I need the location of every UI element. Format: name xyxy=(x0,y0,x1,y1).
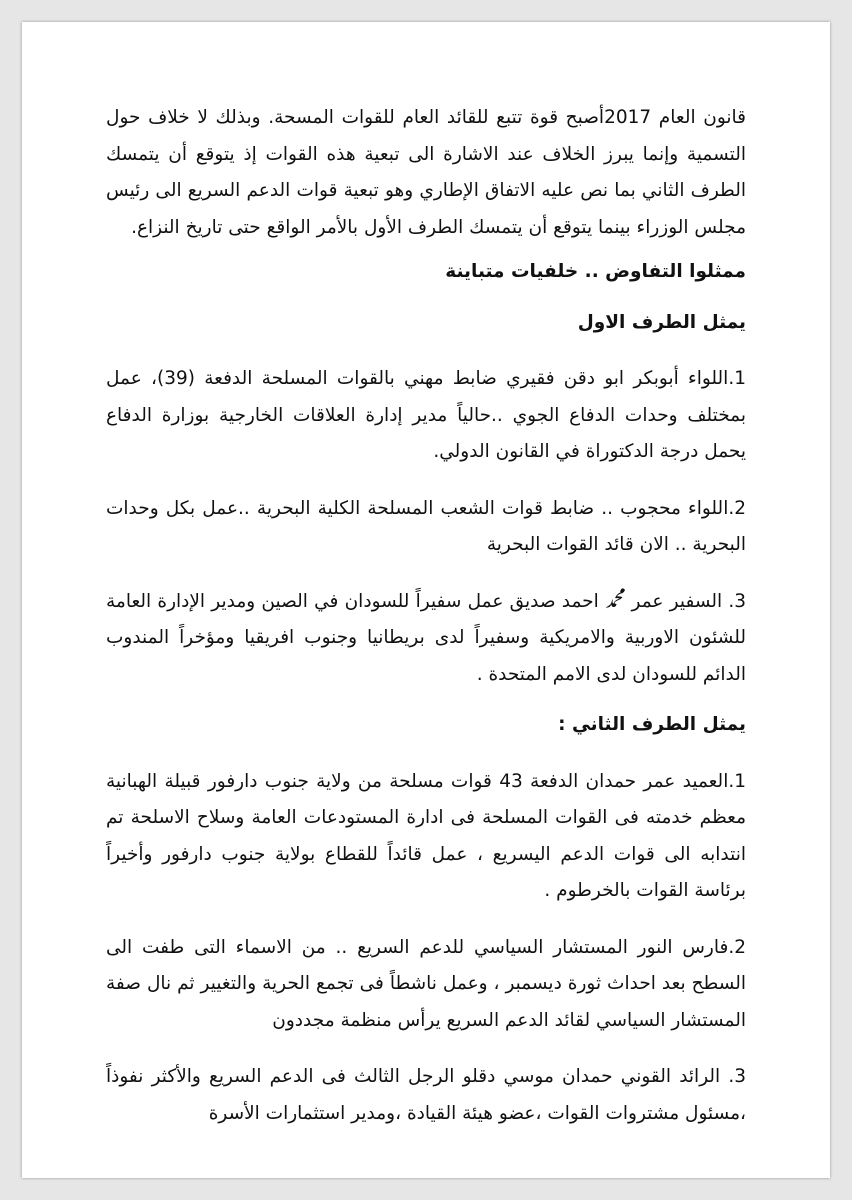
party-two-heading: يمثل الطرف الثاني : xyxy=(558,714,746,735)
section-heading: ممثلوا التفاوض .. خلفيات متباينة xyxy=(445,261,746,282)
party-one-member-1: 1.اللواء أبوبكر ابو دقن فقيري ضابط مهني بالقوات المسلحة الدفعة (39)، عمل بمختلف وحدات الدفاع الجوي ..حالياً مدير إدارة العلاقات الخارجية بوزارة الدفاع يحمل درجة الدكتوراة في القانون الدولي. xyxy=(106,368,746,462)
party-one-heading: يمثل الطرف الاول xyxy=(577,311,746,333)
party-two-member-2: 2.فارس النور المستشار السياسي للدعم السريع .. من الاسماء التى طفت الى السطح بعد احداث ثورة ديسمبر ، وعمل ناشطاً فى تجمع الحرية والتغيير ثم نال صفة المستشار السياسي لقائد الدعم السريع يرأس منظمة مجددون xyxy=(106,936,746,1031)
party-two-member-1: 1.العميد عمر حمدان الدفعة 43 قوات مسلحة من ولاية جنوب دارفور قبيلة الهبانية معظم خدمته فى القوات المسلحة فى ادارة المستودعات العامة وسلاح الاسلحة تم انتدابه الى قوات الدعم اليسريع ، عمل قائداً للقطاع بولاية جنوب دارفور وأخيراً برئاسة القوات بالخرطوم . xyxy=(106,770,747,901)
document-page xyxy=(22,22,830,1178)
party-two-member-3: 3. الرائد القوني حمدان موسي دقلو الرجل الثالث فى الدعم السريع والأكثر نفوذاً ،مسئول مشتروات القوات ،عضو هيئة القيادة ،ومدير استثمارات الأسرة xyxy=(106,1066,746,1124)
party-one-member-2: 2.اللواء محجوب .. ضابط قوات الشعب المسلحة الكلية البحرية ..عمل بكل وحدات البحرية .. الان قائد القوات البحرية xyxy=(106,497,746,555)
party-one-member-3: 3. السفير عمر ﷴ احمد صديق عمل سفيراً للسودان في الصين ومدير الإدارة العامة للشئون الاوربية والامريكية وسفيراً لدى بريطانيا وجنوب افريقيا ومؤخراً المندوب الدائم للسودان لدى الامم المتحدة . xyxy=(106,590,746,685)
intro-paragraph: قانون العام 2017أصبح قوة تتبع للقائد العام للقوات المسحة. وبذلك لا خلاف حول التسمية وإنما يبرز الخلاف عند الاشارة الى تبعية هذه القوات إذ يتوقع أن يتمسك الطرف الثاني بما نص عليه الاتفاق الإطاري وهو تبعية قوات الدعم السريع الى رئيس مجلس الوزراء بينما يتوقع أن يتمسك الطرف الأول بالأمر الواقع حتى تاريخ النزاع. xyxy=(106,107,747,238)
document-body xyxy=(106,100,746,1132)
